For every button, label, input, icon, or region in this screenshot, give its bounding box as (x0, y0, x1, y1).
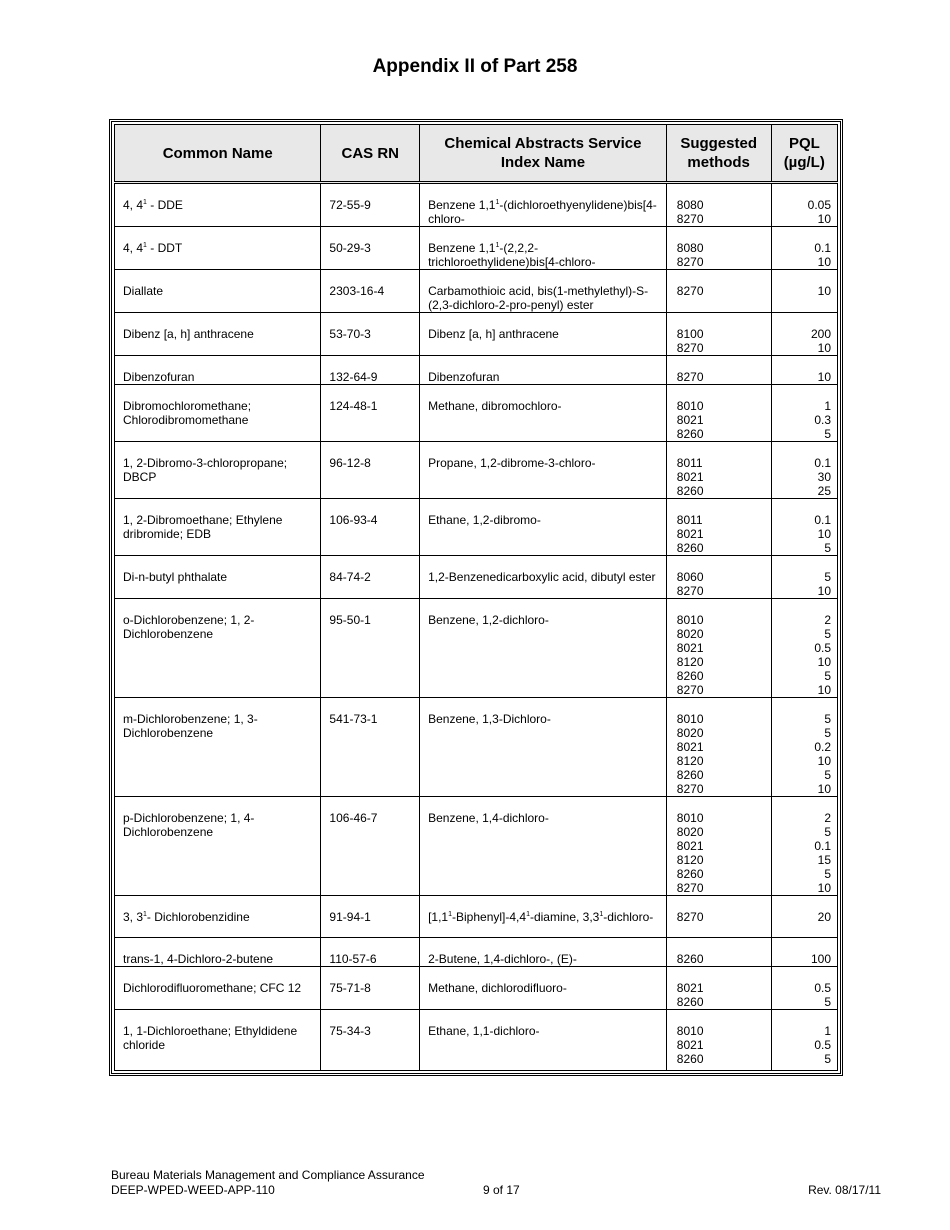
method-value: 8011 (676, 456, 703, 470)
pql-value: 25 (817, 484, 831, 498)
table-row (115, 270, 838, 313)
pql-value: 10 (817, 527, 831, 541)
method-value: 8021 (676, 470, 704, 484)
pql-value: 1 (824, 1024, 831, 1038)
method-value: 8021 (676, 413, 704, 427)
table-row (115, 698, 838, 797)
cell-common-name: o-Dichlorobenzene; 1, 2-Dichlorobenzene (115, 599, 321, 698)
method-value: 8270 (676, 881, 704, 895)
pql-value: 5 (824, 669, 831, 683)
cell-index-name: Ethane, 1,2-dibromo- (420, 499, 667, 556)
pql-value: 0.3 (814, 413, 831, 427)
header-cas-rn: CAS RN (321, 125, 420, 183)
cell-common-name: 1, 2-Dibromo-3-chloropropane; DBCP (115, 442, 321, 499)
cell-common-name: Dibenzofuran (115, 356, 321, 385)
table-row (115, 1010, 838, 1071)
cell-methods (666, 499, 771, 556)
method-value: 8260 (676, 484, 704, 498)
chemical-table (114, 124, 838, 1071)
pql-value: 30 (817, 470, 831, 484)
method-value: 8260 (676, 669, 704, 683)
method-value: 8060 (676, 570, 704, 584)
cell-common-name: Dibenz [a, h] anthracene (115, 313, 321, 356)
cell-methods (666, 385, 771, 442)
cell-index-name: Benzene $1,1^1-(2,2,2-trichloroethylidene)bis[4-chloro-$ (420, 227, 667, 270)
cell-common-name: Di-n-butyl phthalate (115, 556, 321, 599)
table-row (115, 938, 838, 967)
pql-value: 5 (824, 726, 831, 740)
method-value: 8270 (676, 212, 704, 226)
cell-common-name: 1, 1-Dichloroethane; Ethyldidene chloride (115, 1010, 321, 1071)
cell-index-name: Benzene $1,1^1-(dichloroethyenylidene)bis[4-chloro-$ (420, 183, 667, 227)
method-value: 8021 (676, 527, 704, 541)
pql-value: 10 (817, 881, 831, 895)
pql-value: 5 (824, 541, 831, 555)
cell-index-name: Benzene, 1,2-dichloro- (420, 599, 667, 698)
cell-index-name: $[1,1^1-Biphenyl]-4,4^1$-diamine, $3,3^1-dichloro-$ (420, 896, 667, 938)
pql-value: 5 (824, 570, 831, 584)
method-value: 8080 (676, 241, 704, 255)
cell-index-name: Methane, dichlorodifluoro- (420, 967, 667, 1010)
method-value: 8011 (676, 513, 703, 527)
cell-pql (771, 967, 837, 1010)
cell-common-name: Diallate (115, 270, 321, 313)
pql-value: 10 (817, 683, 831, 697)
method-value: 8021 (676, 981, 704, 995)
pql-value: 0.1 (814, 513, 831, 527)
pql-value: 10 (817, 584, 831, 598)
cell-common-name: p-Dichlorobenzene; 1, 4-Dichlorobenzene (115, 797, 321, 896)
method-value: 8010 (676, 613, 704, 627)
cell-cas-rn: 84-74-2 (321, 556, 420, 599)
cell-pql (771, 499, 837, 556)
cell-methods (666, 896, 771, 938)
method-value: 8270 (676, 255, 704, 269)
pql-value: 5 (824, 995, 831, 1009)
cell-methods (666, 270, 771, 313)
table-body (115, 183, 838, 1071)
cell-methods (666, 797, 771, 896)
pql-value: 0.5 (814, 1038, 831, 1052)
cell-pql (771, 356, 837, 385)
cell-methods (666, 967, 771, 1010)
method-value: 8260 (676, 995, 704, 1009)
pql-value: 0.05 (807, 198, 831, 212)
method-value: 8020 (676, 726, 704, 740)
method-value: 8260 (676, 768, 704, 782)
pql-value: 1 (824, 399, 831, 413)
method-value: 8080 (676, 198, 704, 212)
cell-pql (771, 556, 837, 599)
table-row (115, 499, 838, 556)
pql-value: 5 (824, 627, 831, 641)
chemical-table-frame (109, 119, 843, 1076)
cell-methods (666, 1010, 771, 1071)
table-row (115, 356, 838, 385)
cell-index-name: Propane, 1,2-dibrome-3-chloro- (420, 442, 667, 499)
cell-cas-rn: 91-94-1 (321, 896, 420, 938)
pql-value: 2 (824, 613, 831, 627)
header-methods-line: Suggested (680, 135, 757, 152)
table-header-row (115, 125, 838, 183)
pql-value: 10 (817, 255, 831, 269)
header-index-name-line: Chemical Abstracts Service (444, 135, 642, 152)
method-value: 8260 (676, 1052, 704, 1066)
table-row (115, 183, 838, 227)
cell-cas-rn: 75-34-3 (321, 1010, 420, 1071)
method-value: 8270 (676, 284, 704, 298)
pql-value: 10 (817, 370, 831, 384)
method-value: 8021 (676, 839, 704, 853)
pql-value: 2 (824, 811, 831, 825)
cell-methods (666, 227, 771, 270)
cell-common-name: 1, 2-Dibromoethane; Ethylene dribromide; EDB (115, 499, 321, 556)
cell-pql (771, 227, 837, 270)
pql-value: 20 (817, 910, 831, 924)
footer-revision: Rev. 08/17/11 (808, 1183, 881, 1197)
method-value: 8021 (676, 740, 704, 754)
pql-value: 5 (824, 825, 831, 839)
cell-cas-rn: 106-46-7 (321, 797, 420, 896)
cell-index-name: Methane, dibromochloro- (420, 385, 667, 442)
table-row (115, 313, 838, 356)
cell-methods (666, 698, 771, 797)
cell-index-name: Dibenz [a, h] anthracene (420, 313, 667, 356)
cell-common-name: Dichlorodifluoromethane; CFC 12 (115, 967, 321, 1010)
cell-cas-rn: 132-64-9 (321, 356, 420, 385)
table-row (115, 967, 838, 1010)
cell-common-name: 3, $3^1-$ Dichlorobenzidine (115, 896, 321, 938)
method-value: 8270 (676, 782, 704, 796)
method-value: 8120 (676, 754, 704, 768)
method-value: 8010 (676, 1024, 704, 1038)
footer-page-number: 9 of 17 (483, 1183, 520, 1197)
cell-index-name: 2-Butene, 1,4-dichloro-, (E)- (420, 938, 667, 967)
pql-value: 10 (817, 212, 831, 226)
header-common-name: Common Name (115, 125, 321, 183)
method-value: 8270 (676, 584, 704, 598)
cell-methods (666, 442, 771, 499)
table-row (115, 227, 838, 270)
method-value: 8010 (676, 811, 704, 825)
cell-cas-rn: 50-29-3 (321, 227, 420, 270)
cell-pql (771, 183, 837, 227)
pql-value: 200 (810, 327, 831, 341)
method-value: 8120 (676, 853, 704, 867)
footer-office: Bureau Materials Management and Compliance Assurance (111, 1168, 425, 1182)
cell-cas-rn: 2303-16-4 (321, 270, 420, 313)
cell-pql (771, 442, 837, 499)
method-value: 8270 (676, 910, 704, 924)
table-row (115, 556, 838, 599)
method-value: 8270 (676, 341, 704, 355)
pql-value: 10 (817, 754, 831, 768)
cell-common-name: Dibromochloromethane; Chlorodibromomethane (115, 385, 321, 442)
cell-cas-rn: 53-70-3 (321, 313, 420, 356)
pql-value: 10 (817, 341, 831, 355)
header-methods-line: methods (687, 154, 750, 171)
cell-methods (666, 183, 771, 227)
header-index-name (420, 125, 667, 183)
method-value: 8120 (676, 655, 704, 669)
page-title: Appendix II of Part 258 (372, 56, 578, 77)
table-row (115, 599, 838, 698)
pql-value: 5 (824, 867, 831, 881)
cell-pql (771, 1010, 837, 1071)
pql-value: 10 (817, 782, 831, 796)
cell-pql (771, 896, 837, 938)
pql-value: 0.5 (814, 641, 831, 655)
pql-value: 5 (824, 1052, 831, 1066)
method-value: 8270 (676, 683, 704, 697)
cell-pql (771, 599, 837, 698)
method-value: 8021 (676, 641, 704, 655)
cell-methods (666, 556, 771, 599)
method-value: 8100 (676, 327, 704, 341)
pql-value: 10 (817, 284, 831, 298)
header-pql-line: PQL (788, 135, 820, 152)
cell-index-name: Benzene, 1,3-Dichloro- (420, 698, 667, 797)
pql-value: 0.1 (814, 241, 831, 255)
cell-methods (666, 313, 771, 356)
cell-pql (771, 270, 837, 313)
cell-common-name: 4, $4^1$ - DDT (115, 227, 321, 270)
method-value: 8021 (676, 1038, 704, 1052)
method-value: 8260 (676, 867, 704, 881)
method-value: 8010 (676, 399, 704, 413)
cell-common-name: 4, $4^1$ - DDE (115, 183, 321, 227)
method-value: 8020 (676, 627, 704, 641)
pql-value: 10 (817, 655, 831, 669)
header-suggested-methods (666, 125, 771, 183)
header-index-name-line: Index Name (500, 154, 586, 171)
pql-value: 5 (824, 712, 831, 726)
method-value: 8010 (676, 712, 704, 726)
header-pql-line: (µg/L) (783, 154, 825, 171)
cell-methods (666, 938, 771, 967)
cell-pql (771, 385, 837, 442)
table-row (115, 896, 838, 938)
cell-cas-rn: 75-71-8 (321, 967, 420, 1010)
cell-pql (771, 698, 837, 797)
cell-pql (771, 797, 837, 896)
cell-methods (666, 356, 771, 385)
pql-value: 0.5 (814, 981, 831, 995)
cell-pql (771, 313, 837, 356)
method-value: 8260 (676, 541, 704, 555)
cell-cas-rn: 72-55-9 (321, 183, 420, 227)
cell-index-name: 1,2-Benzenedicarboxylic acid, dibutyl ester (420, 556, 667, 599)
cell-methods (666, 599, 771, 698)
method-value: 8020 (676, 825, 704, 839)
pql-value: 5 (824, 768, 831, 782)
cell-common-name: trans-1, 4-Dichloro-2-butene (115, 938, 321, 967)
cell-pql (771, 938, 837, 967)
pql-value: 0.1 (814, 456, 831, 470)
cell-cas-rn: 96-12-8 (321, 442, 420, 499)
cell-cas-rn: 541-73-1 (321, 698, 420, 797)
cell-common-name: m-Dichlorobenzene; 1, 3-Dichlorobenzene (115, 698, 321, 797)
pql-value: 0.2 (814, 740, 831, 754)
footer-doc-id: DEEP-WPED-WEED-APP-110 (111, 1183, 275, 1197)
cell-cas-rn: 95-50-1 (321, 599, 420, 698)
table-row (115, 797, 838, 896)
cell-cas-rn: 124-48-1 (321, 385, 420, 442)
table-row (115, 385, 838, 442)
page-footer (111, 1168, 881, 1198)
cell-index-name: Dibenzofuran (420, 356, 667, 385)
method-value: 8270 (676, 370, 704, 384)
cell-cas-rn: 106-93-4 (321, 499, 420, 556)
header-pql (771, 125, 837, 183)
pql-value: 100 (810, 952, 831, 966)
cell-index-name: Carbamothioic acid, bis(1-methylethyl)-S-(2,3-dichloro-2-pro-penyl) ester (420, 270, 667, 313)
method-value: 8260 (676, 952, 704, 966)
method-value: 8260 (676, 427, 704, 441)
cell-index-name: Ethane, 1,1-dichloro- (420, 1010, 667, 1071)
pql-value: 15 (817, 853, 831, 867)
cell-cas-rn: 110-57-6 (321, 938, 420, 967)
pql-value: 5 (824, 427, 831, 441)
pql-value: 0.1 (814, 839, 831, 853)
cell-index-name: Benzene, 1,4-dichloro- (420, 797, 667, 896)
table-row (115, 442, 838, 499)
